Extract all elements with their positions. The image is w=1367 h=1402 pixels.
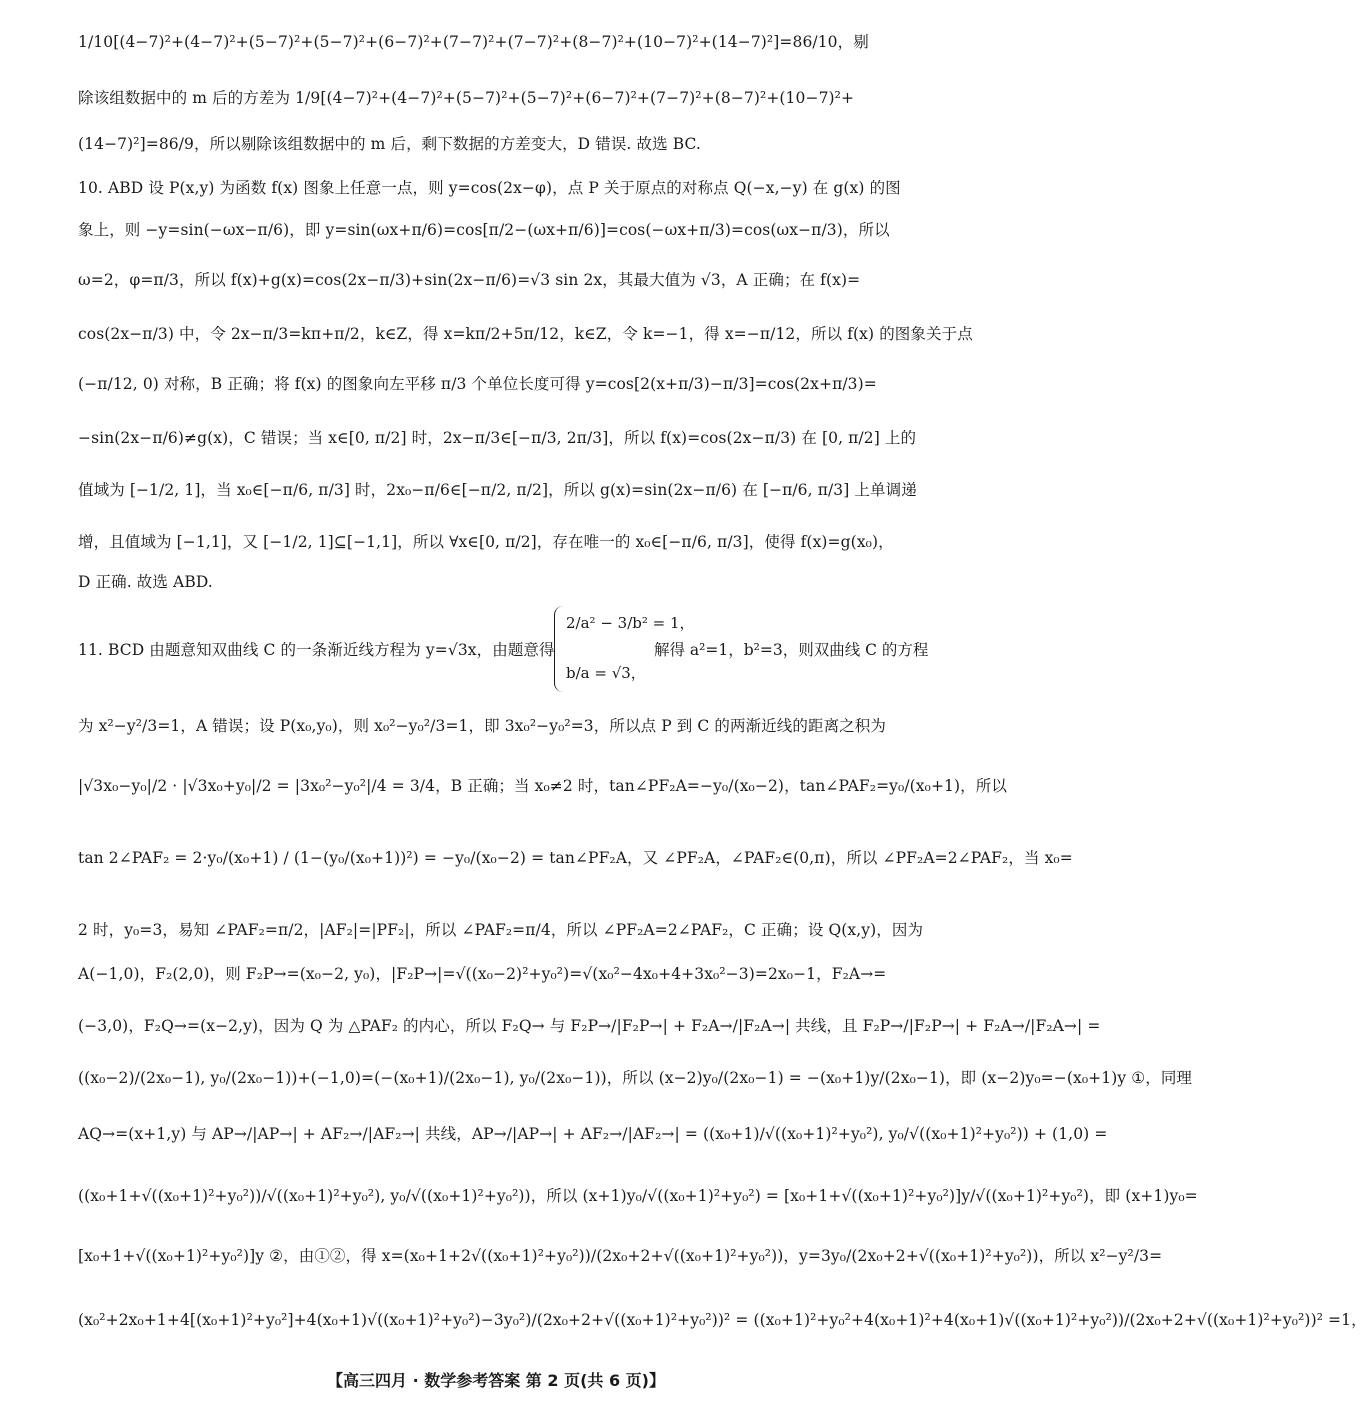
- text-line: 象上，则 −y=sin(−ωx−π/6)，即 y=sin(ωx+π/6)=cos[π/2−(ωx+π/6)]=cos(−ωx+π/3)=cos(ωx−π/3)，所以: [78, 221, 890, 239]
- page-footer: 【高三四月 · 数学参考答案 第 2 页(共 6 页)】: [327, 1371, 665, 1390]
- text-line: 1/10[(4−7)²+(4−7)²+(5−7)²+(5−7)²+(6−7)²+(7−7)²+(7−7)²+(8−7)²+(10−7)²+(14−7)²]=86/10，剔: [78, 33, 869, 51]
- text-line: [x₀+1+√((x₀+1)²+y₀²)]y ②，由①②，得 x=(x₀+1+2√((x₀+1)²+y₀²))/(2x₀+2+√((x₀+1)²+y₀²))，y=3y₀/(2x₀+2+√((x₀+1)²+y₀²))，所以 x²−y²/3=: [78, 1247, 1163, 1265]
- text-line: ω=2，φ=π/3，所以 f(x)+g(x)=cos(2x−π/3)+sin(2x−π/6)=√3 sin 2x，其最大值为 √3，A 正确；在 f(x)=: [78, 271, 861, 289]
- text-line: (x₀²+2x₀+1+4[(x₀+1)²+y₀²]+4(x₀+1)√((x₀+1)²+y₀²)−3y₀²)/(2x₀+2+√((x₀+1)²+y₀²))² = ((x₀+1)²+y₀²+4(x₀+1)²+4(x₀+1)√((x₀+1)²+y₀²))/(2x₀+2+√((x₀+1)²+y₀²))² =1，: [78, 1311, 1367, 1329]
- text-line: (14−7)²]=86/9，所以剔除该组数据中的 m 后，剩下数据的方差变大，D 错误. 故选 BC.: [78, 135, 701, 153]
- text-line: 增，且值域为 [−1,1]，又 [−1/2, 1]⊆[−1,1]，所以 ∀x∈[0, π/2]，存在唯一的 x₀∈[−π/6, π/3]，使得 f(x)=g(x₀)，: [78, 533, 894, 551]
- system-equation-2: b/a = √3，: [566, 664, 646, 682]
- text-line: 值域为 [−1/2, 1]，当 x₀∈[−π/6, π/3] 时，2x₀−π/6∈[−π/2, π/2]，所以 g(x)=sin(2x−π/6) 在 [−π/6, π/3] 上单调递: [78, 481, 917, 499]
- text-line: |√3x₀−y₀|/2 · |√3x₀+y₀|/2 = |3x₀²−y₀²|/4 = 3/4，B 正确；当 x₀≠2 时，tan∠PF₂A=−y₀/(x₀−2)，tan∠PAF₂=y₀/(x₀+1)，所以: [78, 777, 1007, 795]
- text-line: (−3,0)，F₂Q→=(x−2,y)，因为 Q 为 △PAF₂ 的内心，所以 F₂Q→ 与 F₂P→/|F₂P→| + F₂A→/|F₂A→| 共线，且 F₂P→/|F₂P→| + F₂A→/|F₂A→| =: [78, 1017, 1101, 1035]
- text-line: ((x₀+1+√((x₀+1)²+y₀²))/√((x₀+1)²+y₀²), y₀/√((x₀+1)²+y₀²))，所以 (x+1)y₀/√((x₀+1)²+y₀²) = [x₀+1+√((x₀+1)²+y₀²)]y/√((x₀+1)²+y₀²)，即 (x+1)y₀=: [78, 1187, 1198, 1205]
- system-result: 解得 a²=1，b²=3，则双曲线 C 的方程: [654, 641, 929, 659]
- text-line: A(−1,0)，F₂(2,0)，则 F₂P→=(x₀−2, y₀)，|F₂P→|=√((x₀−2)²+y₀²)=√(x₀²−4x₀+4+3x₀²−3)=2x₀−1，F₂A→=: [78, 965, 887, 983]
- text-line: 为 x²−y²/3=1，A 错误；设 P(x₀,y₀)，则 x₀²−y₀²/3=1，即 3x₀²−y₀²=3，所以点 P 到 C 的两渐近线的距离之积为: [78, 717, 886, 735]
- text-line: (−π/12, 0) 对称，B 正确；将 f(x) 的图象向左平移 π/3 个单位长度可得 y=cos[2(x+π/3)−π/3]=cos(2x+π/3)=: [78, 375, 877, 393]
- text-line: cos(2x−π/3) 中，令 2x−π/3=kπ+π/2，k∈Z，得 x=kπ/2+5π/12，k∈Z，令 k=−1，得 x=−π/12，所以 f(x) 的图象关于点: [78, 325, 973, 343]
- text-line: tan 2∠PAF₂ = 2·y₀/(x₀+1) / (1−(y₀/(x₀+1))²) = −y₀/(x₀−2) = tan∠PF₂A，又 ∠PF₂A，∠PAF₂∈(0,π)，所以 ∠PF₂A=2∠PAF₂，当 x₀=: [78, 849, 1073, 867]
- item-11-line: 11. BCD 由题意知双曲线 C 的一条渐近线方程为 y=√3x，由题意得: [78, 641, 555, 659]
- text-line: ((x₀−2)/(2x₀−1), y₀/(2x₀−1))+(−1,0)=(−(x₀+1)/(2x₀−1), y₀/(2x₀−1))，所以 (x−2)y₀/(2x₀−1) = −(x₀+1)y/(2x₀−1)，即 (x−2)y₀=−(x₀+1)y ①，同理: [78, 1069, 1193, 1087]
- equation-system-brace: [554, 606, 563, 692]
- text-line: 2 时，y₀=3，易知 ∠PAF₂=π/2，|AF₂|=|PF₂|，所以 ∠PAF₂=π/4，所以 ∠PF₂A=2∠PAF₂，C 正确；设 Q(x,y)，因为: [78, 921, 924, 939]
- system-equation-1: 2/a² − 3/b² = 1，: [566, 614, 695, 632]
- text-line: −sin(2x−π/6)≠g(x)，C 错误；当 x∈[0, π/2] 时，2x−π/3∈[−π/3, 2π/3]，所以 f(x)=cos(2x−π/3) 在 [0, π/2] 上的: [78, 429, 917, 447]
- item-10-line: 10. ABD 设 P(x,y) 为函数 f(x) 图象上任意一点，则 y=cos(2x−φ)，点 P 关于原点的对称点 Q(−x,−y) 在 g(x) 的图: [78, 179, 901, 197]
- text-line: D 正确. 故选 ABD.: [78, 573, 213, 591]
- text-line: 除该组数据中的 m 后的方差为 1/9[(4−7)²+(4−7)²+(5−7)²+(5−7)²+(6−7)²+(7−7)²+(8−7)²+(10−7)²+: [78, 89, 855, 107]
- text-line: AQ→=(x+1,y) 与 AP→/|AP→| + AF₂→/|AF₂→| 共线，AP→/|AP→| + AF₂→/|AF₂→| = ((x₀+1)/√((x₀+1)²+y₀²), y₀/√((x₀+1)²+y₀²)) + (1,0) =: [78, 1125, 1108, 1143]
